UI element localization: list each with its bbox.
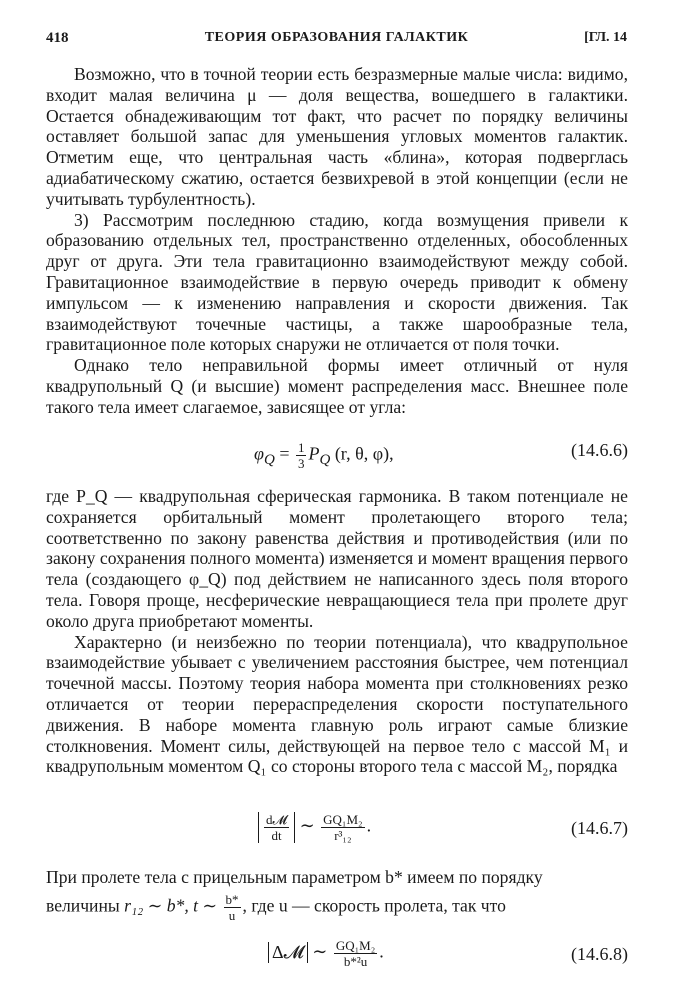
equation-14-6-7: [46, 812, 628, 860]
eq-sign: ∼: [307, 941, 332, 962]
eq-sign: =: [274, 443, 294, 464]
paragraph: где P_Q — квадрупольная сферическая гармоника. В таком потенциале не сохраняется орбитальный момент пролетающего второго тела; соответственно по закону равенства действия и противодействия (или по закону сохранения полного момента) изменяется и момент вращения первого тела (создающего φ_Q) под действием не написанного здесь поля второго тела. Говоря проще, несферические невращающиеся тела при пролете друг около друга приобретают моменты.: [46, 486, 628, 631]
eq-sign: ∼: [295, 815, 320, 836]
fraction-numerator: GQ₁M₂: [323, 812, 363, 827]
chapter-label: [ГЛ. 14: [584, 30, 627, 45]
text-line-with-fractions: [46, 892, 628, 926]
running-title: ТЕОРИЯ ОБРАЗОВАНИЯ ГАЛАКТИК: [204, 30, 469, 45]
paragraph: Характерно (и неизбежно по теории потенциала), что квадрупольное взаимодействие убывает с увеличением расстояния быстрее, чем потенциал точечной массы. Поэтому теория набора момента при столкновениях резко отличается от теории перераспределения скорости поступательного движения. В наборе момента главную роль играют самые близкие столкновения. Момент силы, действующей на первое тело с массой M₁ и квадрупольным моментом Q₁ со стороны второго тела с массой M₂, порядка: [46, 631, 628, 777]
text-block-middle: [46, 486, 628, 777]
absolute-value: Δ𝓜: [268, 942, 308, 963]
paragraph: Возможно, что в точной теории есть безразмерные малые числа: видимо, входит малая величина μ — доля вещества, вошедшего в галактики. Остается обнадеживающим тот факт, что расчет по порядку величины оставляет большой запас для уменьшения угловых моментов галактик. Отметим еще, что центральная часть «блина», которая подверглась адиабатическому сжатию, остается безвихревой в этой концепции (если не учитывать турбулентность).: [46, 64, 628, 209]
fraction-denominator: u: [228, 908, 236, 923]
fraction-denominator: b*²u: [343, 954, 368, 969]
fraction-denominator: dt: [271, 828, 282, 843]
fraction: [264, 812, 289, 843]
equation-14-6-6: [46, 440, 628, 480]
eq-period: .: [379, 941, 384, 962]
fraction: [224, 892, 241, 923]
fraction-numerator: GQ₁M₂: [335, 938, 376, 953]
eq-arguments: (r, θ, φ),: [330, 443, 394, 464]
page-header: [46, 30, 627, 50]
eq-symbol: φ: [254, 443, 264, 464]
equation-number: (14.6.8): [571, 944, 628, 964]
fraction: [334, 938, 377, 969]
eq-subscript: Q: [263, 452, 275, 469]
paragraph: Однако тело неправильной формы имеет отличный от нуля квадрупольный Q (и высшие) момент распределения масс. Внешнее поле такого тела имеет слагаемое, зависящее от угла:: [46, 355, 628, 417]
absolute-value: [258, 812, 295, 843]
eq-subscript: Q: [319, 452, 331, 469]
fraction-denominator: 3: [297, 456, 305, 471]
equation-number: (14.6.6): [571, 440, 628, 460]
fraction: [296, 440, 307, 471]
fraction-numerator: d𝓜: [266, 812, 288, 827]
page-number: 418: [46, 30, 69, 46]
equation-expression: [268, 938, 384, 969]
equation-14-6-8: [46, 938, 628, 986]
text-span: величины: [46, 895, 125, 916]
fraction-numerator: b*: [225, 892, 239, 907]
eq-symbol: P: [308, 443, 320, 464]
fraction-numerator: 1: [297, 440, 305, 455]
equation-number: (14.6.7): [571, 818, 628, 838]
fraction-denominator: r³₁₂: [334, 828, 352, 843]
equation-expression: [254, 440, 394, 471]
paragraph: 3) Рассмотрим последнюю стадию, когда возмущения привели к образованию отдельных тел, пространственно отделенных, обособленных друг от друга. Эти тела гравитационно взаимодействуют между собой. Гравитационное взаимодействие в первую очередь приводит к обмену импульсом — к изменению направления и скорости движения. Так взаимодействуют точечные частицы, а также шарообразные тела, гравитационное поле которых снаружи не отличается от поля точки.: [46, 209, 628, 355]
text-span: , где u — скорость пролета, так что: [242, 895, 506, 916]
eq-period: .: [366, 815, 372, 836]
text-line: При пролете тела с прицельным параметром b* имеем по порядку: [46, 867, 543, 887]
equation-expression: [258, 812, 371, 843]
fraction: [321, 812, 364, 843]
inline-math: r₁₂ ∼ b*, t ∼: [124, 895, 222, 916]
text-block-top: [46, 64, 628, 418]
